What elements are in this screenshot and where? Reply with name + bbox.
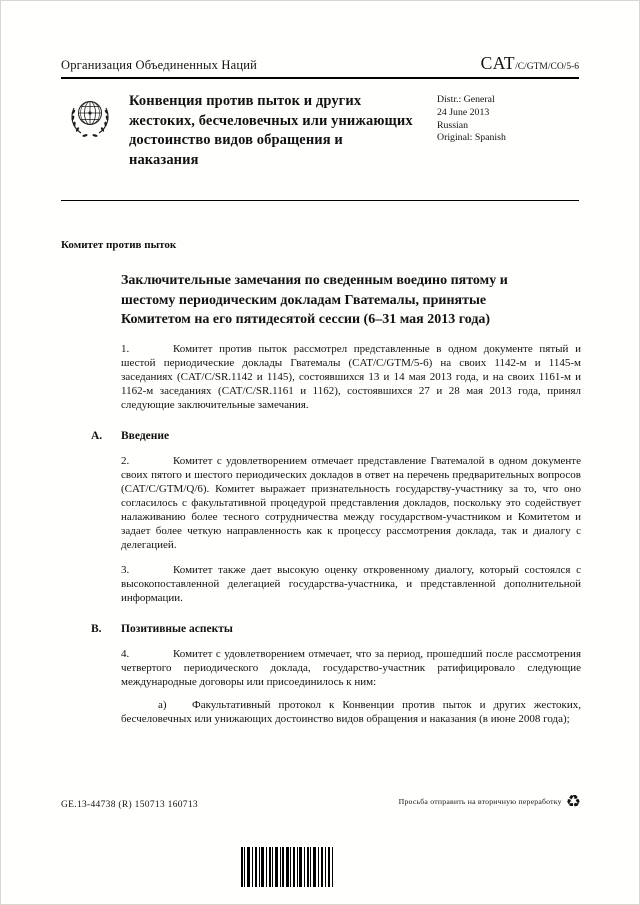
page-header (61, 1, 579, 74)
paragraph-text: Комитет против пыток рассмотрел представленные в одном документе пятый и шестой периодические доклады Гватемалы (CAT/C/GTM/5-6) на своих 1142-м и 1145-м заседаниях (CAT/C/SR.1142 и 1145), состоявшихся 13 и 14 мая 2013 года, и на своих 1161-м и 1162-м заседаниях (CAT/C/SR.1161 и 1162), состоявшихся 27 и 28 мая 2013 года, принял следующие заключительные замечания. (121, 342, 581, 411)
distr-line: Distr.: General (437, 94, 495, 105)
un-emblem-icon (65, 92, 115, 142)
convention-title: Конвенция против пыток и других жестоких, бесчеловечных или унижающих достоинство видов обращения и наказания (129, 93, 413, 168)
section-title: Позитивные аспекты (121, 622, 233, 635)
recycle-note-text: Просьба отправить на вторичную переработку (398, 797, 562, 806)
paragraph-number: 2. (121, 454, 130, 467)
paragraph-number: 3. (121, 563, 130, 576)
paragraph-text: Факультативный протокол к Конвенции против пыток и других жестоких, бесчеловечных или унижающих достоинство видов обращения и наказания (в июне 2008 года); (121, 698, 581, 725)
paragraph-3 (121, 563, 581, 605)
document-body (61, 239, 579, 726)
paragraph-4 (121, 647, 581, 689)
section-letter: B. (91, 622, 102, 635)
date-line: 24 June 2013 (437, 106, 490, 118)
original-line: Original: Spanish (437, 132, 506, 144)
section-heading-b (91, 623, 579, 635)
paragraph-text: Комитет с удовлетворением отмечает представление Гватемалой в одном документе своих пятого и шестого периодических докладов в ответ на перечень предварительных вопросов (CAT/C/GTM/Q/6). Комитет выражает признательность государству-участнику за то, что оно согласилось с факультативной процедурой представления докладов, поскольку это содействует налаживанию более тесного сотрудничества между государством-участником и Комитетом и задает более четкую направленность как к процессу рассмотрения доклада, так и диалогу с делегацией. (121, 454, 581, 551)
subparagraph-a (121, 698, 581, 726)
document-id: GE.13-44738 (R) 150713 160713 (61, 800, 198, 810)
subparagraph-letter: a) (158, 698, 167, 711)
section-title: Введение (121, 429, 170, 442)
doc-symbol (481, 53, 579, 74)
paragraph-number: 4. (121, 647, 130, 660)
paragraph-number: 1. (121, 342, 130, 355)
masthead-rule-thin (61, 200, 579, 201)
recycle-icon: ♻ (565, 792, 581, 811)
barcode (241, 847, 335, 887)
section-letter: A. (91, 429, 103, 442)
committee-heading: Комитет против пыток (61, 239, 177, 251)
header-rule-thick (61, 77, 579, 79)
doc-symbol-suffix: /C/GTM/CO/5-6 (515, 62, 579, 72)
paragraph-1 (121, 342, 581, 412)
language-line: Russian (437, 119, 469, 131)
paragraph-text: Комитет также дает высокую оценку откровенному диалогу, который состоялся с высокопоставленной делегацией государства-участника, и представленной дополнительной информации. (121, 563, 581, 604)
distribution-block (437, 92, 579, 145)
masthead (61, 92, 579, 170)
page-footer (61, 793, 581, 810)
org-name: Организация Объединенных Наций (61, 58, 258, 72)
paragraph-2 (121, 454, 581, 552)
recycle-notice (399, 793, 581, 810)
paragraph-text: Комитет с удовлетворением отмечает, что за период, прошедший после рассмотрения четвертого периодического доклада, государство-участник ратифицировало следующие международные договоры или присоединилось к ним: (121, 647, 581, 688)
section-heading-a (91, 430, 579, 442)
document-title: Заключительные замечания по сведенным воедино пятому и шестому периодическим докладам Гватемалы, принятые Комитетом на его пятидесятой сессии (6–31 мая 2013 года) (121, 273, 508, 327)
doc-symbol-main: CAT (480, 53, 516, 73)
